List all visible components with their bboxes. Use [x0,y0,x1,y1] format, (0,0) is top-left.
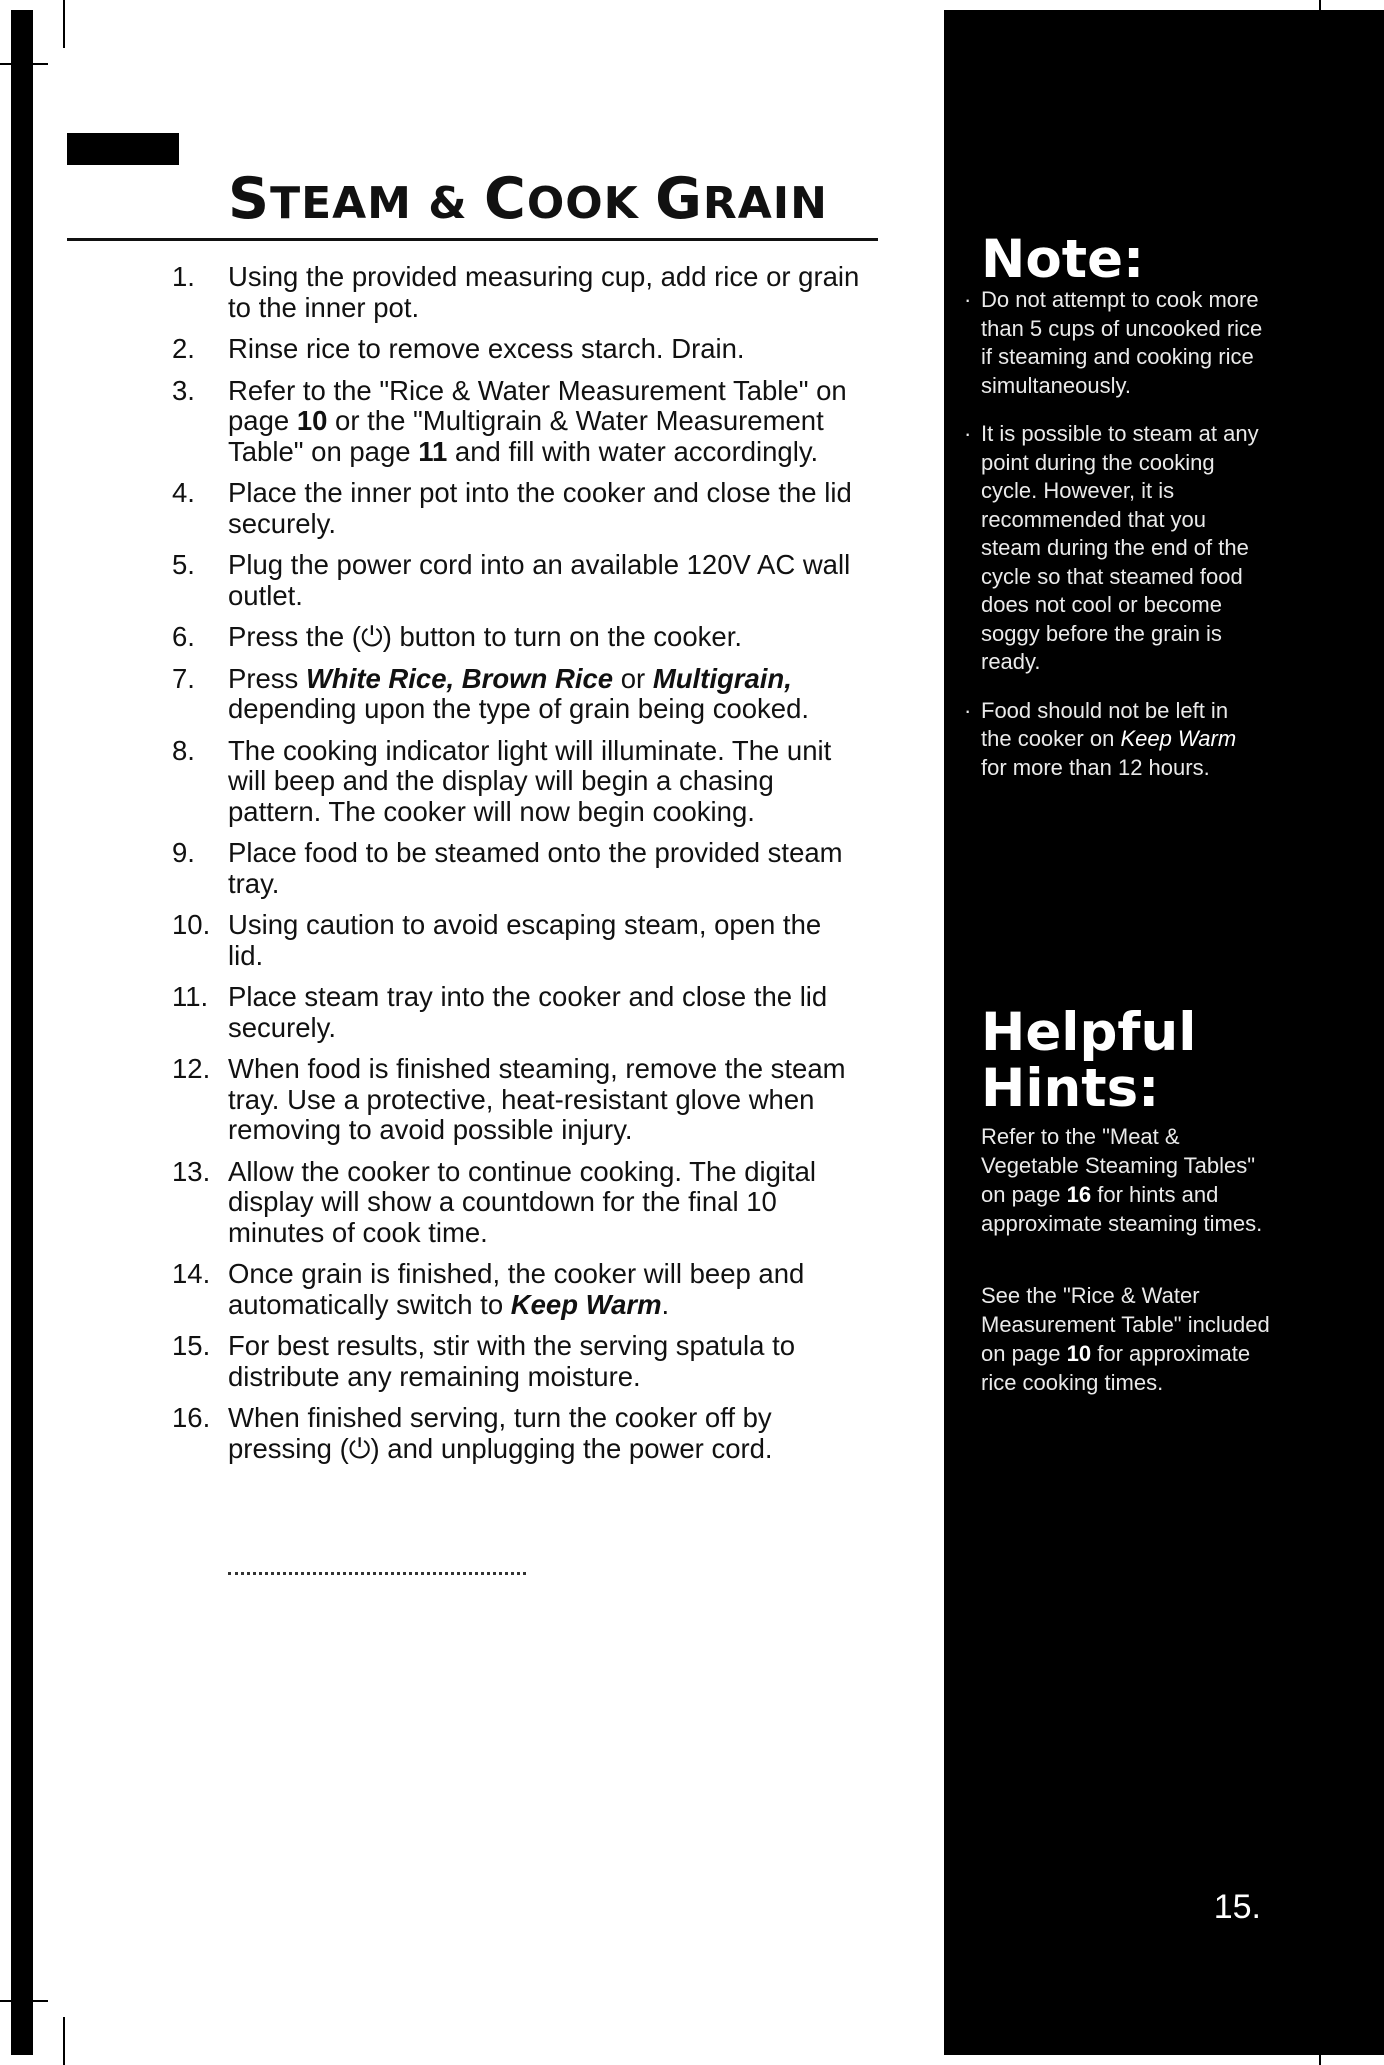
hints-heading [981,1002,1197,1119]
step-number: 2. [172,333,195,364]
list-item [172,1054,862,1146]
list-item [964,286,1264,400]
step-number: 11. [172,981,209,1012]
brown-rice-label: Brown Rice [461,662,614,694]
step-number: 7. [172,662,195,694]
header-block [67,133,179,165]
title-rule [67,238,878,241]
left-edge-bar [11,10,33,2055]
note-text: for more than 12 hours. [981,754,1210,780]
multigrain-label: Multigrain [652,662,785,694]
step-text: Using caution to avoid escaping steam, open the lid. [228,909,822,971]
list-item [172,838,862,899]
step-text: For best results, stir with the serving spatula to distribute any remaining moisture. [228,1330,796,1392]
step-text: Place the inner pot into the cooker and close the lid securely. [228,477,852,539]
page-ref: 11 [418,435,448,467]
step-number: 1. [172,261,195,292]
hint-text: See the "Rice & Water Measurement Table" included on page [981,1283,1270,1366]
note-text: Food should not be left in the cooker on [981,697,1229,751]
list-item [172,1403,862,1464]
step-number: 8. [172,734,195,766]
list-item [172,1331,862,1392]
crop-mark [63,2017,65,2065]
hints-heading-line: Helpful [981,1002,1197,1063]
step-number: 13. [172,1155,211,1187]
step-number: 10. [172,909,211,940]
title-part: RAIN [702,178,828,229]
step-number: 14. [172,1258,211,1289]
title-part: S [228,166,271,232]
list-item [964,697,1264,783]
step-text: Refer to the "Rice & Water Measurement Table" on page [228,374,847,436]
list-item [172,376,862,468]
hint-paragraph [981,1122,1271,1238]
title-part: G [655,166,703,232]
dotted-divider [228,1572,526,1575]
step-number: 16. [172,1402,211,1433]
step-text: or the "Multigrain & Water Measurement Table" on page [228,405,824,467]
title-part: OOK [526,178,656,229]
step-text: or [613,662,653,694]
bullet: · [964,697,972,723]
step-text: Allow the cooker to continue cooking. The digital display will show a countdown for the final 10 minutes of cook time. [228,1155,817,1248]
step-text: , [784,662,792,694]
step-text: and fill with water accordingly. [447,435,819,467]
hint-text: for hints and approximate steaming times. [981,1182,1263,1236]
page-ref: 16 [1066,1182,1092,1207]
crop-mark [0,63,48,65]
step-text: Plug the power cord into an available 120V AC wall outlet. [228,549,851,611]
step-text: Once grain is finished, the cooker will beep and automatically switch to [228,1258,805,1320]
list-item [172,262,862,323]
step-number: 9. [172,837,195,868]
crop-mark [0,2000,48,2002]
list-item [172,1157,862,1249]
title-part: TEAM & [270,178,484,229]
step-text: Rinse rice to remove excess starch. Drain. [228,333,745,364]
title-part: C [483,166,527,232]
page-title [228,166,828,232]
hint-text: Refer to the "Meat & Vegetable Steaming Tables" on page [981,1124,1256,1207]
list-item [964,420,1264,677]
crop-mark [63,0,65,48]
bullet: · [964,287,972,312]
step-number: 15. [172,1330,211,1361]
bullet: · [964,421,972,446]
step-text: When finished serving, turn the cooker off by pressing (⏻) and unplugging the power cord. [228,1402,773,1464]
list-item [172,910,862,971]
list-item [172,1259,862,1320]
note-text: Do not attempt to cook more than 5 cups of uncooked rice if steaming and cooking rice simultaneously. [981,287,1263,398]
list-item [172,334,862,365]
list-item [172,622,862,653]
page-ref: 10 [1066,1341,1092,1366]
hint-text: for approximate rice cooking times. [981,1341,1251,1395]
list-item [172,982,862,1043]
step-number: 4. [172,477,195,508]
note-list [964,286,1264,802]
hint-paragraph [981,1281,1271,1397]
hints-heading-line: Hints: [981,1058,1160,1119]
step-number: 6. [172,621,195,652]
steps-list [172,262,862,1475]
page-ref: 10 [296,405,328,436]
note-text: It is possible to steam at any point during the cooking cycle. However, it is recommended that you steam during the end of the cycle so that steamed food does not cool or become soggy before the grain is ready. [981,421,1259,674]
sidebar [944,10,1384,2055]
step-text: The cooking indicator light will illuminate. The unit will beep and the display will begin a chasing pattern. The cooker will now begin cooking. [228,734,832,827]
white-rice-label: White Rice [305,662,447,694]
page-number: 15. [1213,1888,1261,1926]
step-text: Place food to be steamed onto the provided steam tray. [228,837,843,899]
list-item [172,736,862,828]
list-item [172,664,862,725]
step-text: Place steam tray into the cooker and close the lid securely. [228,981,828,1043]
step-text: Using the provided measuring cup, add rice or grain to the inner pot. [228,261,860,323]
step-number: 5. [172,549,195,580]
step-text: depending upon the type of grain being cooked. [228,693,810,724]
step-text: Press the (⏻) button to turn on the cooker. [228,621,742,652]
list-item [172,550,862,611]
step-text: , [446,662,462,694]
list-item [172,478,862,539]
step-number: 3. [172,374,195,406]
step-text: . [661,1288,670,1320]
keep-warm-label: Keep Warm [510,1288,662,1320]
step-text: When food is finished steaming, remove the steam tray. Use a protective, heat-resistant glove when removing to avoid possible injury. [228,1053,846,1145]
note-heading: Note: [981,229,1145,290]
step-number: 12. [172,1053,211,1084]
step-text: Press [228,662,306,694]
keep-warm-label: Keep Warm [1120,726,1237,751]
